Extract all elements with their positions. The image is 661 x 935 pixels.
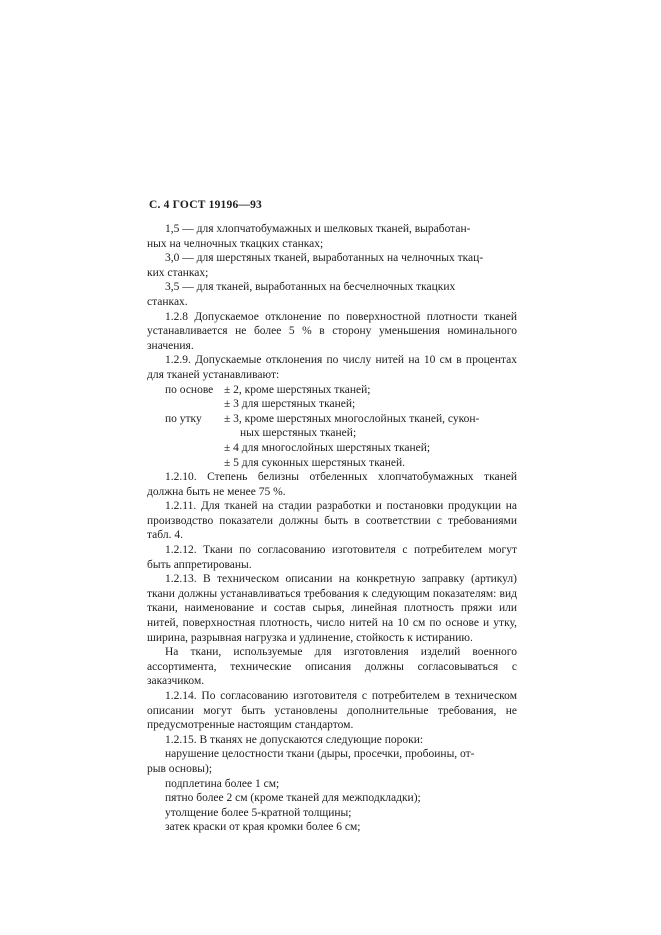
paragraph-1-2-9: 1.2.9. Допускаемые отклонения по числу нитей на 10 см в процентах для тканей устанавливают: — [147, 354, 517, 381]
item-first-line: нарушение целостности ткани (дыры, просечки, пробоины, от- — [165, 748, 475, 761]
item-continuation: ных на челночных ткацких станках; — [147, 237, 324, 250]
paragraph-1-2-8: 1.2.8 Допускаемое отклонение по поверхностной плотности тканей устанавливается не более 5 % в сторону уменьшения номинального значения. — [147, 310, 517, 352]
list-item — [147, 820, 517, 835]
item-continuation: ких станках; — [147, 266, 209, 279]
list-item — [147, 806, 517, 821]
tolerance-weft-row — [147, 412, 517, 441]
tolerance-warp-label: по основе — [165, 383, 214, 396]
document-body — [147, 222, 517, 835]
list-item — [147, 222, 517, 251]
paragraph-military: На ткани, используемые для изготовления изделий военного ассортимента, технические описания должны согласовываться с заказчиком. — [147, 646, 517, 688]
paragraph-1-2-13: 1.2.13. В техническом описании на конкретную заправку (артикул) ткани должны устанавливаться требования к следующим показателям: вид ткани, наименование и состав сырья, линейная плотность пряжи или нитей, поверхностная плотность, число нитей на 10 см по основе и утку, ширина, разрывная нагрузка и удлинение, стойкость к истиранию. — [147, 573, 517, 644]
tolerance-weft-value: ± 3, кроме шерстяных многослойных тканей, сукон- — [224, 412, 480, 425]
tolerance-weft-continuation: ных шерстяных тканей; — [240, 427, 357, 440]
tolerance-weft-value: ± 5 для суконных шерстяных тканей. — [224, 456, 405, 469]
tolerance-warp-value: ± 2, кроме шерстяных тканей; — [224, 383, 371, 396]
paragraph-1-2-14: 1.2.14. По согласованию изготовителя с потребителем в техническом описании могут быть установлены дополнительные требования, не предусмотренные настоящим стандартом. — [147, 690, 517, 732]
list-item — [147, 777, 517, 792]
tolerance-weft-value: ± 4 для многослойных шерстяных тканей; — [224, 441, 431, 454]
item-first-line: пятно более 2 см (кроме тканей для межподкладки); — [165, 792, 421, 805]
tolerance-warp-value: ± 3 для шерстяных тканей; — [224, 398, 356, 411]
paragraph-1-2-15: 1.2.15. В тканях не допускаются следующие пороки: — [165, 733, 424, 746]
list-item — [147, 280, 517, 309]
list-item — [147, 791, 517, 806]
item-first-line: затек краски от края кромки более 6 см; — [165, 821, 361, 834]
item-first-line: подплетина более 1 см; — [165, 777, 280, 790]
item-first-line: 3,5 — для тканей, выработанных на бесчелночных ткацких — [165, 281, 456, 294]
item-continuation: станках. — [147, 295, 188, 308]
tolerance-weft-row — [147, 441, 517, 456]
paragraph-1-2-11: 1.2.11. Для тканей на стадии разработки и постановки продукции на производство показатели должны быть в соответствии с требованиями табл. 4. — [147, 500, 517, 542]
item-continuation: рыв основы); — [147, 762, 213, 775]
paragraph-1-2-10: 1.2.10. Степень белизны отбеленных хлопчатобумажных тканей должна быть не менее 75 %. — [147, 471, 517, 498]
tolerance-warp-row — [147, 383, 517, 398]
item-first-line: 1,5 — для хлопчатобумажных и шелковых тканей, выработан- — [165, 223, 471, 235]
page-header: С. 4 ГОСТ 19196—93 — [149, 199, 262, 211]
list-item — [147, 747, 517, 776]
tolerance-warp-row — [147, 397, 517, 412]
list-item — [147, 251, 517, 280]
paragraph-1-2-12: 1.2.12. Ткани по согласованию изготовителя с потребителем могут быть аппретированы. — [147, 544, 517, 571]
item-first-line: 3,0 — для шерстяных тканей, выработанных на челночных ткац- — [165, 252, 484, 265]
tolerance-weft-label: по утку — [165, 412, 202, 425]
item-first-line: утолщение более 5-кратной толщины; — [165, 806, 352, 819]
tolerance-weft-row — [147, 456, 517, 471]
